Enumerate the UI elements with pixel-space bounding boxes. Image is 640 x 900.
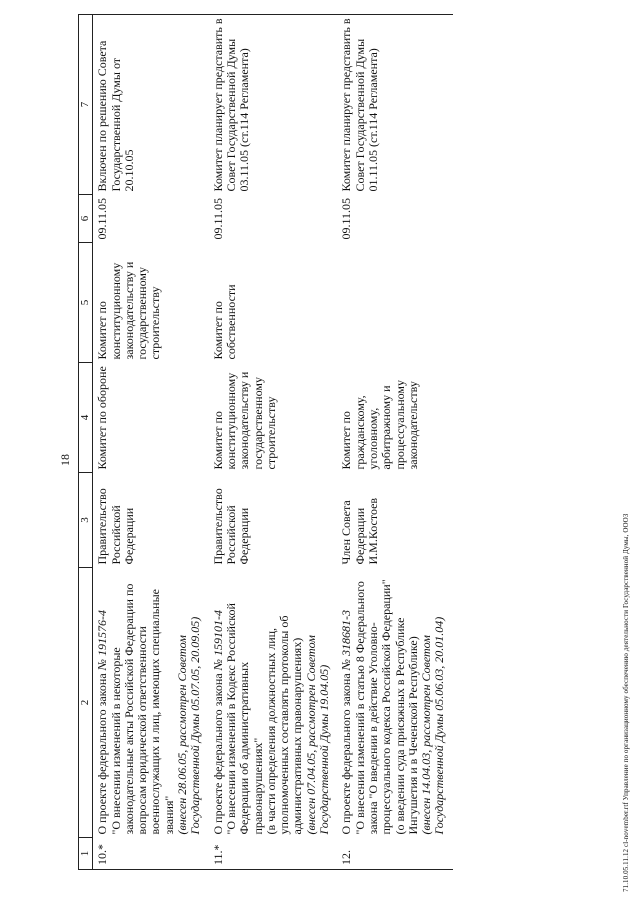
- co-committee: Комитет по конституционному законодательству и государственному строительству: [95, 261, 163, 360]
- page-number: 18: [58, 454, 72, 466]
- table-row: [93, 15, 209, 870]
- status: Комитет планирует представить в Совет Государственной Думы 01.11.05 (ст.114 Регламента): [337, 15, 452, 195]
- bill-number: № 191576-4: [95, 610, 110, 671]
- header-row: [79, 15, 93, 870]
- bill-number: № 318681-3: [339, 610, 354, 671]
- committee: Комитет по гражданскому, уголовному, арбитражному и процессуальному законодательству: [339, 380, 420, 470]
- bill-title: "О внесении изменений в некоторые законодательные акты Российской Федерации по вопросам юридической ответственности военнослужащих и лиц, имеющих специальные звания": [108, 583, 176, 835]
- bill-title: "О внесении изменений в Кодекс Российской Федерации об административных правонарушениях": [223, 603, 265, 835]
- row-number: 10.*: [93, 838, 209, 870]
- bill-cell: [93, 568, 209, 838]
- bill-title: "О внесении изменений в статью 8 Федерального закона "О введении в действие Уголовно-процессуального кодекса Российской Федерации": [352, 579, 394, 835]
- header-col-1: 1: [79, 838, 93, 870]
- bills-table: [78, 14, 453, 870]
- initiator: Правительство Российской Федерации: [95, 488, 136, 565]
- bill-note: (внесен 28.06.05, рассмотрен Советом Государственной Думы 05.07.05, 20.09.05): [175, 616, 203, 835]
- bill-prefix: О проекте федерального закона: [95, 673, 110, 835]
- header-col-4: 4: [79, 363, 93, 473]
- bill-cell: [337, 568, 452, 838]
- initiator: Член Совета Федерации И.М.Костоев: [339, 497, 380, 565]
- header-col-7: 7: [79, 15, 93, 195]
- header-col-2: 2: [79, 568, 93, 838]
- date: 09.11.05: [339, 197, 354, 240]
- table-row: [209, 15, 338, 870]
- bill-extra: (в части определения должностных лиц, уполномоченных составлять протоколы об административных правонарушениях): [263, 615, 305, 835]
- date: 09.11.05: [95, 197, 110, 240]
- committee: Комитет по обороне: [95, 366, 110, 470]
- header-col-6: 6: [79, 195, 93, 243]
- status: Комитет планирует представить в Совет Государственной Думы 03.11.05 (ст.114 Регламента): [209, 15, 338, 195]
- row-number: 11.*: [209, 838, 338, 870]
- bill-number: № 159101-4: [210, 610, 225, 671]
- footer-path: 71.10.05.11.12 cl-november.rtf Управление по организационному обеспечению деятельности Государственной Думы, ОООЗ: [622, 513, 630, 892]
- table-row: [337, 15, 452, 870]
- bill-note: (внесен 07.04.05, рассмотрен Советом Государственной Думы 19.04.05): [303, 635, 332, 835]
- row-number: 12.: [337, 838, 452, 870]
- committee: Комитет по конституционному законодательству и государственному строительству: [210, 371, 278, 470]
- co-committee: Комитет по собственности: [210, 284, 238, 360]
- bill-note: (внесен 14.04.03, рассмотрен Советом Государственной Думы 05.06.03, 20.01.04): [419, 616, 447, 835]
- co-committee: [337, 243, 452, 363]
- bill-prefix: О проекте федерального закона: [339, 673, 354, 835]
- initiator: Правительство Российской Федерации: [210, 488, 252, 565]
- bill-prefix: О проекте федерального закона: [210, 673, 225, 835]
- bill-cell: [209, 568, 338, 838]
- bill-extra: (о введении суда присяжных в Республике Ингушетия и в Чеченской Республике): [392, 617, 420, 835]
- header-col-5: 5: [79, 243, 93, 363]
- header-col-3: 3: [79, 473, 93, 568]
- date: 09.11.05: [210, 197, 225, 240]
- status: Включен по решению Совета Государственной Думы от 20.10.05: [93, 15, 209, 195]
